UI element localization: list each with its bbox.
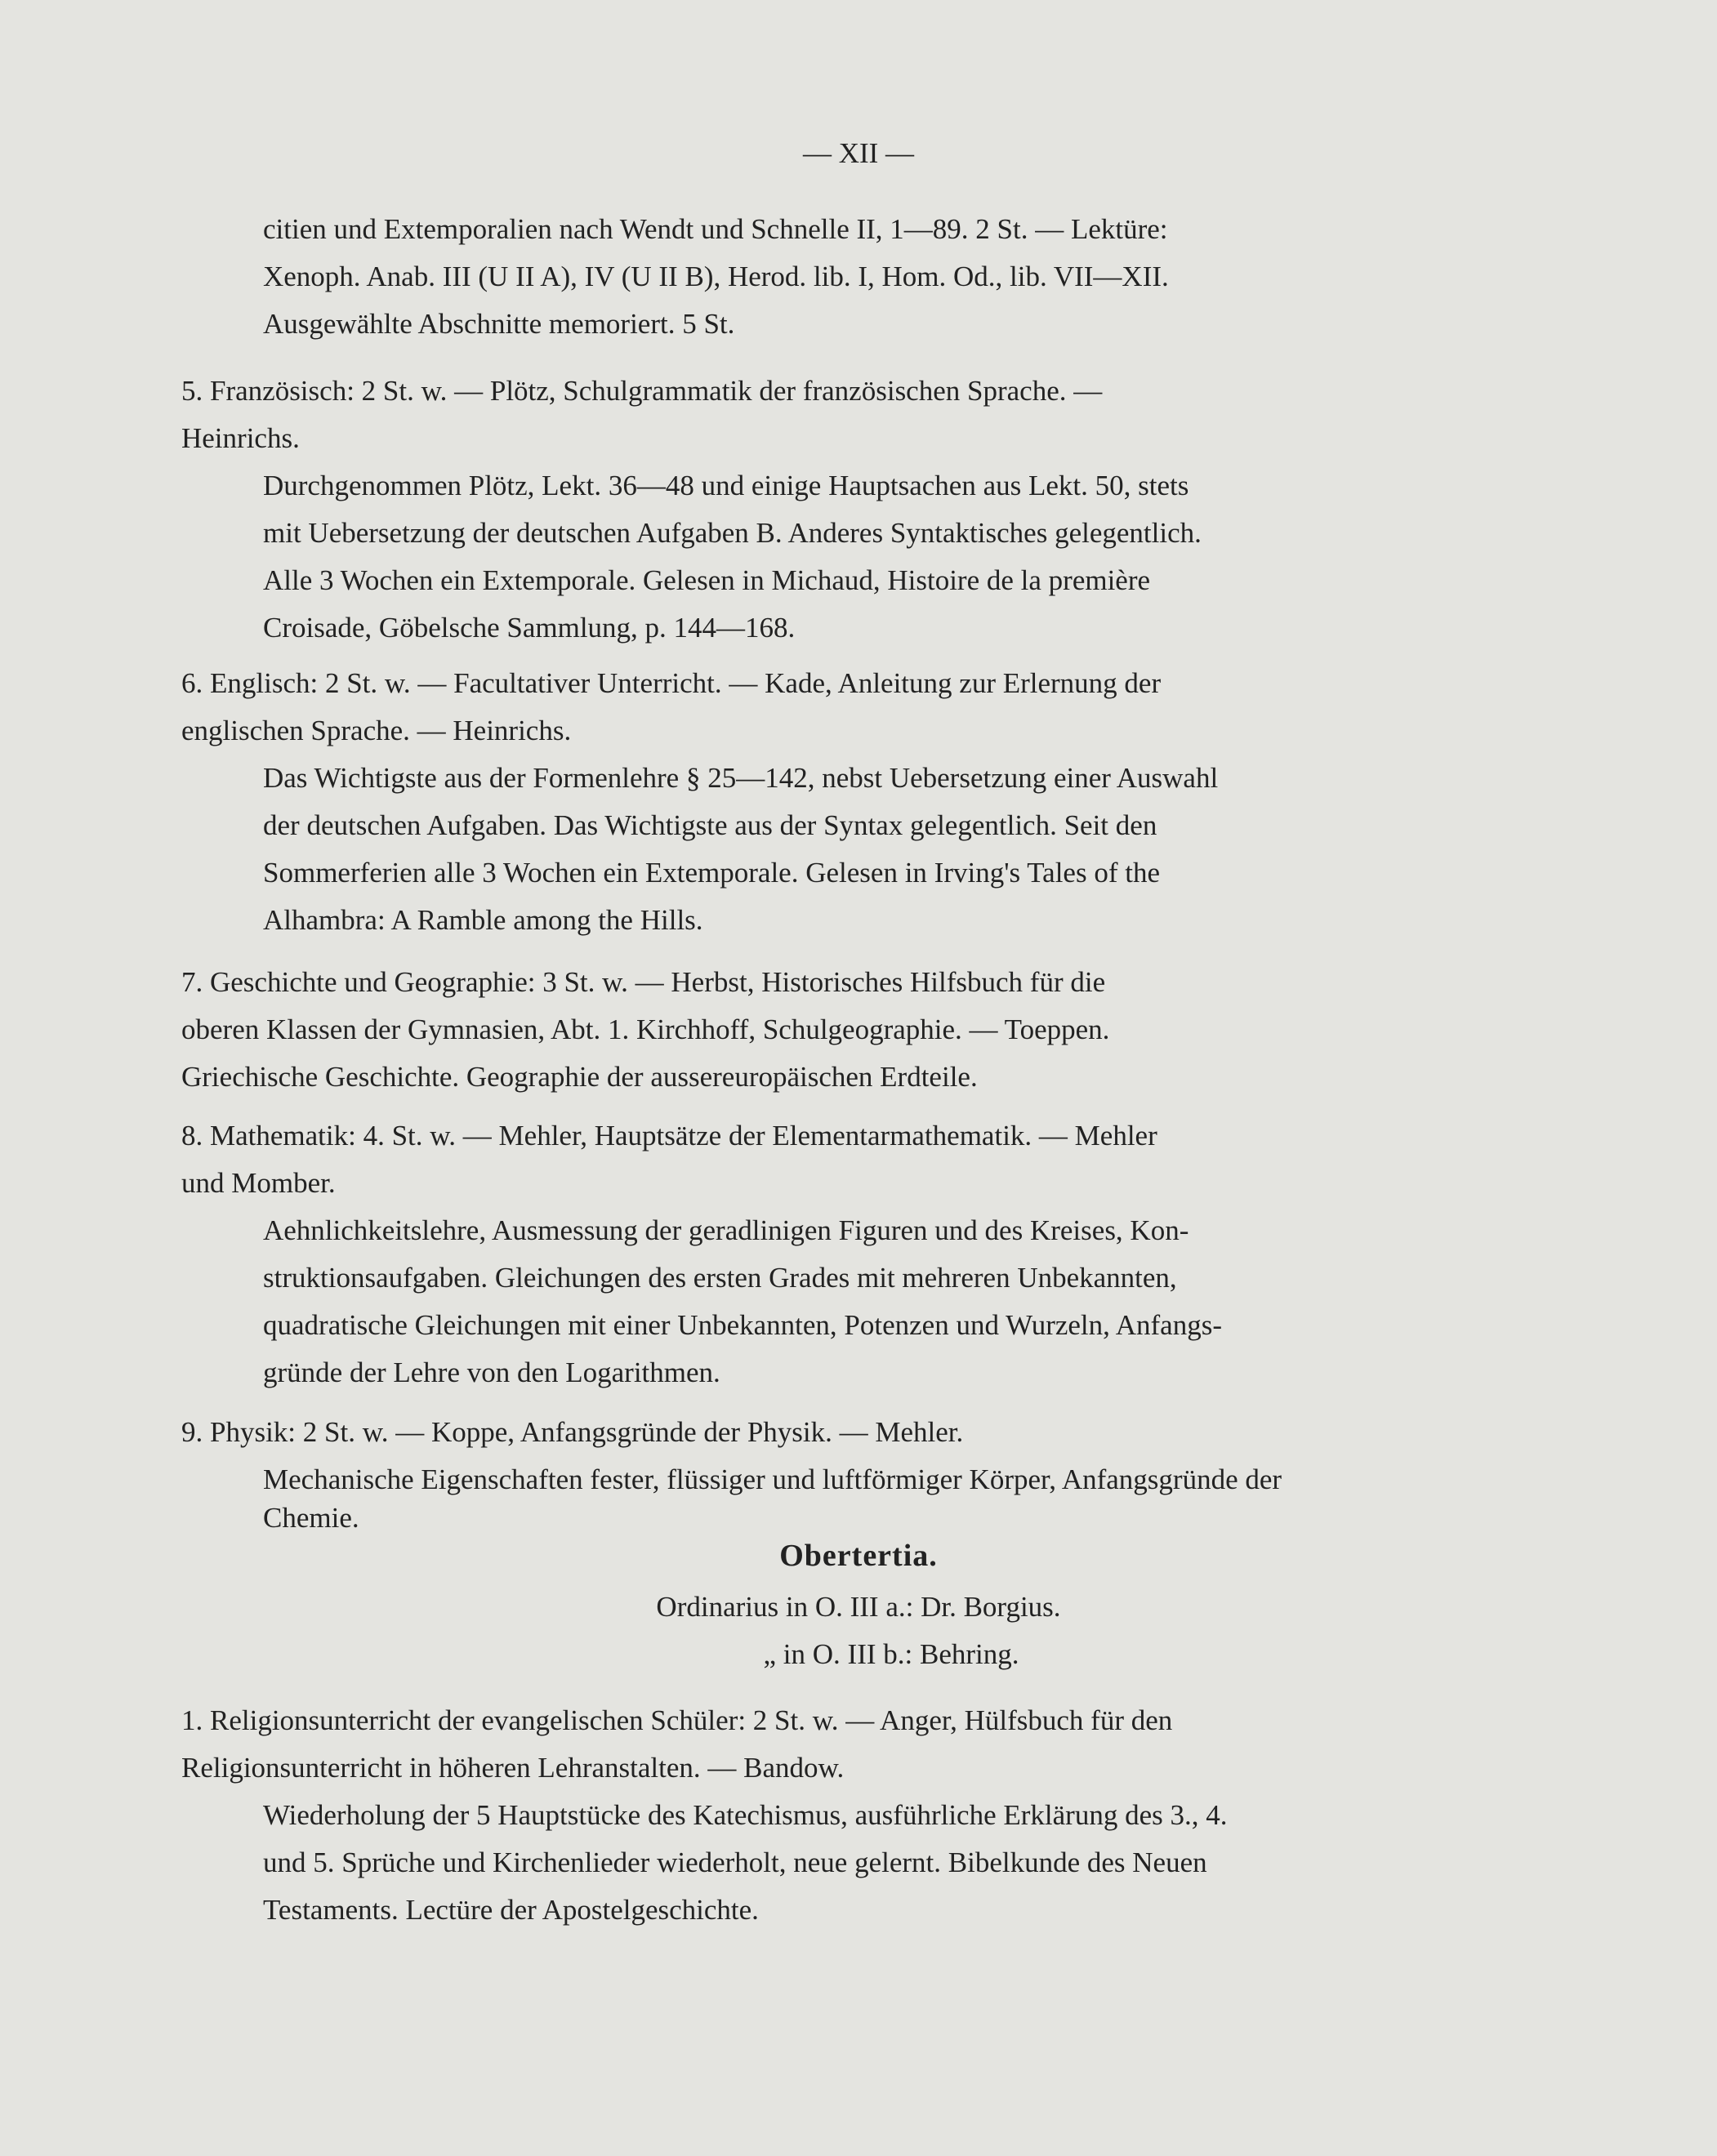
section-title: Obertertia.	[779, 1539, 938, 1573]
item-french-head: Heinrichs.	[181, 422, 300, 454]
item-history-head: Griechische Geschichte. Geographie der aussereuropäischen Erdteile.	[181, 1061, 978, 1093]
item-religion-body: und 5. Sprüche und Kirchenlieder wiederholt, neue gelernt. Bibelkunde des Neuen	[263, 1846, 1207, 1878]
item-math-body: quadratische Gleichungen mit einer Unbekannten, Potenzen und Wurzeln, Anfangs-	[263, 1309, 1222, 1341]
item-english-body: Das Wichtigste aus der Formenlehre § 25—142, nebst Uebersetzung einer Auswahl	[263, 762, 1219, 794]
item-math-body: struktionsaufgaben. Gleichungen des ersten Grades mit mehreren Unbekannten,	[263, 1262, 1177, 1294]
ordinarius-line: „ in O. III b.: Behring.	[763, 1638, 1019, 1670]
item-french-body: Croisade, Göbelsche Sammlung, p. 144—168.	[263, 612, 796, 644]
intro-line: citien und Extemporalien nach Wendt und Schnelle II, 1—89. 2 St. — Lektüre:	[263, 213, 1168, 245]
item-french-head: 5. Französisch: 2 St. w. — Plötz, Schulgrammatik der französischen Sprache. —	[181, 375, 1103, 407]
item-religion-head: 1. Religionsunterricht der evangelischen Schüler: 2 St. w. — Anger, Hülfsbuch für den	[181, 1704, 1173, 1736]
item-physics-body: Chemie.	[263, 1502, 359, 1534]
item-physics-body: Mechanische Eigenschaften fester, flüssiger und luftförmiger Körper, Anfangsgründe der	[263, 1463, 1282, 1495]
item-math-head: und Momber.	[181, 1167, 336, 1199]
item-history-head: 7. Geschichte und Geographie: 3 St. w. — Herbst, Historisches Hilfsbuch für die	[181, 966, 1106, 998]
item-math-body: gründe der Lehre von den Logarithmen.	[263, 1356, 720, 1388]
item-math-body: Aehnlichkeitslehre, Ausmessung der geradlinigen Figuren und des Kreises, Kon-	[263, 1214, 1189, 1246]
item-physics-head: 9. Physik: 2 St. w. — Koppe, Anfangsgründe der Physik. — Mehler.	[181, 1416, 964, 1448]
item-english-body: der deutschen Aufgaben. Das Wichtigste aus der Syntax gelegentlich. Seit den	[263, 809, 1157, 841]
item-english-body: Sommerferien alle 3 Wochen ein Extemporale. Gelesen in Irving's Tales of the	[263, 857, 1161, 889]
item-french-body: Alle 3 Wochen ein Extemporale. Gelesen in Michaud, Histoire de la première	[263, 564, 1151, 596]
item-english-head: 6. Englisch: 2 St. w. — Facultativer Unterricht. — Kade, Anleitung zur Erlernung der	[181, 667, 1162, 699]
intro-line: Ausgewählte Abschnitte memoriert. 5 St.	[263, 308, 735, 340]
item-french-body: Durchgenommen Plötz, Lekt. 36—48 und einige Hauptsachen aus Lekt. 50, stets	[263, 470, 1189, 501]
item-religion-body: Wiederholung der 5 Hauptstücke des Katechismus, ausführliche Erklärung des 3., 4.	[263, 1799, 1228, 1831]
item-english-head: englischen Sprache. — Heinrichs.	[181, 715, 572, 746]
item-english-body: Alhambra: A Ramble among the Hills.	[263, 904, 703, 936]
ordinarius-line: Ordinarius in O. III a.: Dr. Borgius.	[656, 1591, 1061, 1623]
item-french-body: mit Uebersetzung der deutschen Aufgaben B. Anderes Syntaktisches gelegentlich.	[263, 517, 1202, 549]
intro-line: Xenoph. Anab. III (U II A), IV (U II B), Herod. lib. I, Hom. Od., lib. VII—XII.	[263, 261, 1169, 292]
item-math-head: 8. Mathematik: 4. St. w. — Mehler, Hauptsätze der Elementarmathematik. — Mehler	[181, 1120, 1157, 1152]
page-number: — XII —	[802, 137, 915, 169]
item-religion-body: Testaments. Lectüre der Apostelgeschichte.	[263, 1894, 759, 1926]
item-history-head: oberen Klassen der Gymnasien, Abt. 1. Kirchhoff, Schulgeographie. — Toeppen.	[181, 1013, 1110, 1045]
item-religion-head: Religionsunterricht in höheren Lehranstalten. — Bandow.	[181, 1752, 845, 1784]
